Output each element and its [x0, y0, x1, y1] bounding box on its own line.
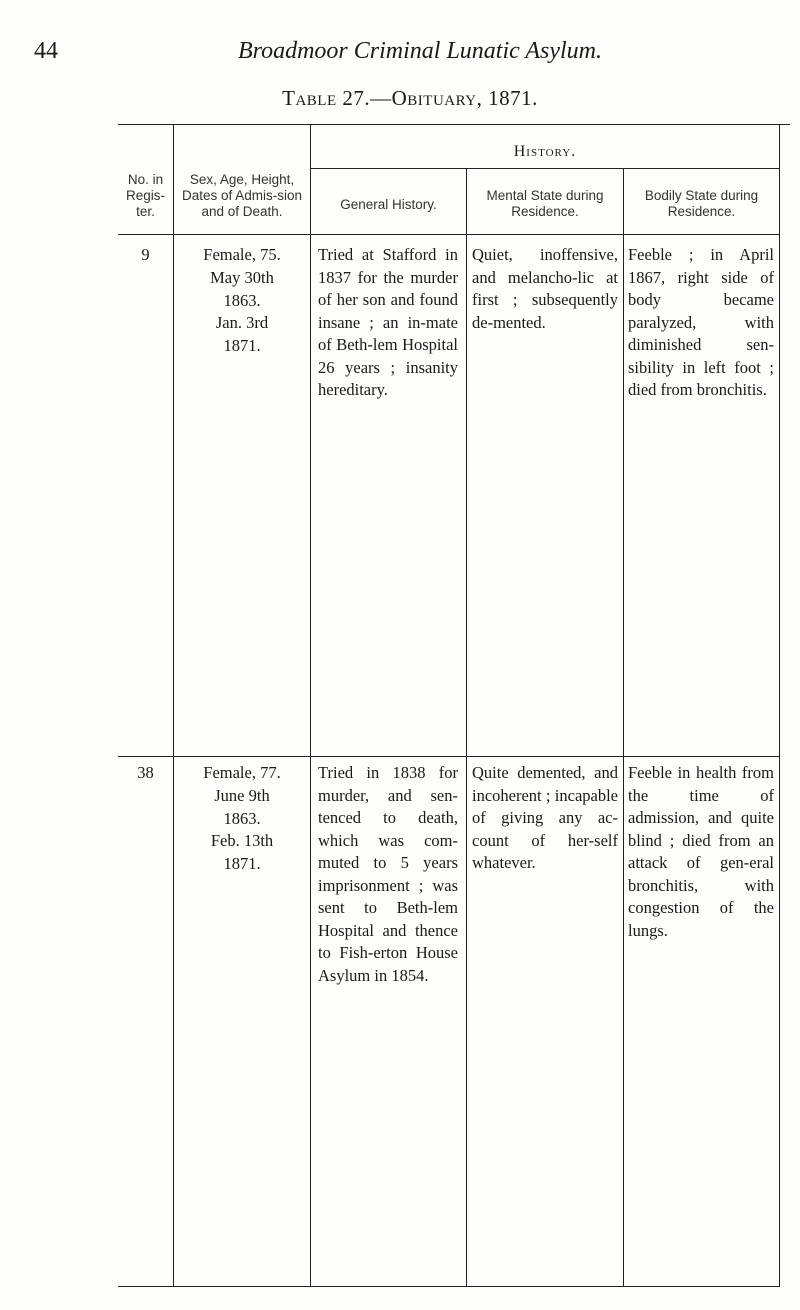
admission-date: June 9th 1863.	[214, 786, 270, 828]
mental-state: Quite demented, and incoherent ; incapable of giving any ac-count of her-self whatever.	[472, 763, 618, 872]
register-number: 9	[141, 245, 150, 264]
page-number: 44	[34, 38, 58, 64]
row-divider	[118, 756, 780, 757]
col-rule-2	[310, 124, 311, 1286]
col-header-mental-state: Mental State during Residence.	[486, 188, 604, 219]
table-top-rule	[118, 124, 790, 125]
col-rule-3	[466, 168, 467, 1286]
mental-state: Quiet, inoffensive, and melancho-lic at first ; subsequently de-mented.	[472, 245, 618, 332]
history-header: History.	[513, 143, 577, 160]
bodily-state: Feeble ; in April 1867, right side of body became paralyzed, with diminished sen-sibility in left foot ; died from bronchitis.	[628, 245, 774, 399]
col-rule-4	[623, 168, 624, 1286]
col-header-sex-age-dates: Sex, Age, Height, Dates of Admis-sion and of Death.	[181, 172, 303, 219]
col-rule-5	[779, 124, 780, 1286]
header-bottom-rule	[118, 234, 780, 235]
col-header-register-number: No. in Regis-ter.	[125, 172, 165, 219]
general-history: Tried at Stafford in 1837 for the murder of her son and found insane ; an in-mate of Beth-lem Hospital 26 years ; insanity hereditary.	[318, 245, 458, 399]
table-bottom-rule	[118, 1286, 780, 1287]
bodily-state: Feeble in health from the time of admission, and quite blind ; died from an attack of gen-eral bronchitis, with congestion of the lungs.	[628, 763, 774, 940]
table-title: Table 27.—Obituary, 1871.	[282, 86, 538, 110]
col-header-general-history: General History.	[340, 197, 437, 212]
running-head: Broadmoor Criminal Lunatic Asylum.	[237, 38, 603, 64]
sex-age: Female, 75.	[203, 245, 281, 264]
col-rule-1	[173, 124, 174, 1286]
sex-age: Female, 77.	[203, 763, 281, 782]
col-header-bodily-state: Bodily State during Residence.	[644, 188, 759, 219]
death-date: Feb. 13th 1871.	[210, 831, 274, 873]
general-history: Tried in 1838 for murder, and sen-tenced to death, which was com-muted to 5 years imprisonment ; was sent to Beth-lem Hospital and thence to Fish-erton House Asylum in 1854.	[318, 763, 458, 985]
admission-date: May 30th 1863.	[210, 268, 274, 310]
death-date: Jan. 3rd 1871.	[215, 313, 269, 355]
register-number: 38	[137, 763, 154, 782]
history-subrule	[310, 168, 780, 169]
